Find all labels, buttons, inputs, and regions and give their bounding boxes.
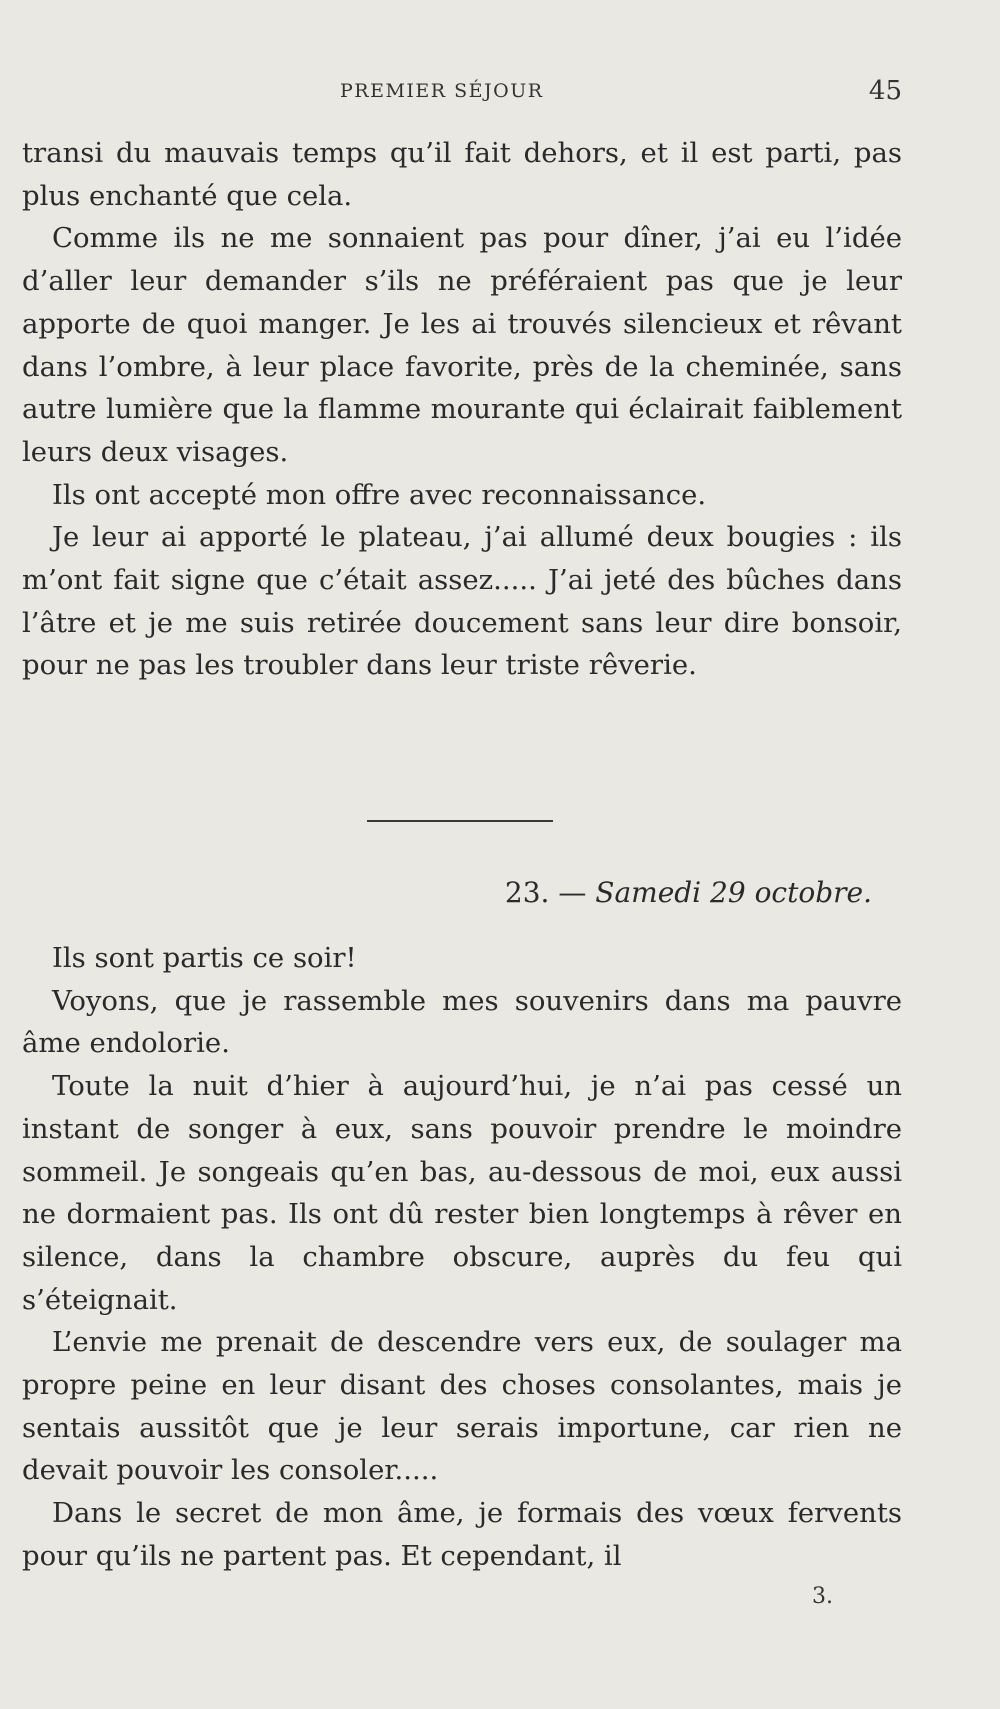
paragraph: Ils ont accepté mon offre avec reconnaissance.	[52, 478, 707, 511]
section-divider	[367, 820, 553, 822]
entry-date: Samedi 29 octobre.	[595, 876, 872, 909]
signature-mark: 3.	[812, 1584, 833, 1609]
paragraph: Je leur ai apporté le plateau, j’ai allumé deux bougies : ils m’ont fait signe que c’était assez..... J’ai jeté des bûches dans l’âtre et je me suis retirée doucement sans leur dire bonsoir, pour ne pas les troubler dans leur triste rêverie.	[22, 521, 902, 682]
entry-heading	[22, 876, 872, 909]
entry-dash: —	[558, 876, 587, 909]
running-title: PREMIER SÉJOUR	[340, 80, 544, 102]
paragraph: L’envie me prenait de descendre vers eux, de soulager ma propre peine en leur disant des choses consolantes, mais je sentais aussitôt que je leur serais importune, car rien ne devait pouvoir les consoler.....	[22, 1326, 902, 1487]
paragraph: Ils sont partis ce soir!	[52, 942, 357, 974]
entry-number: 23.	[504, 876, 550, 909]
paragraph: Toute la nuit d’hier à aujourd’hui, je n’ai pas cessé un instant de songer à eux, sans pouvoir prendre le moindre sommeil. Je songeais qu’en bas, au-dessous de moi, eux aussi ne dormaient pas. Ils ont dû rester bien longtemps à rêver en silence, dans la chambre obscure, auprès du feu qui s’éteignait.	[22, 1070, 902, 1316]
text-block-bottom	[22, 937, 902, 1578]
text-block-top	[22, 132, 902, 687]
page-number: 45	[868, 76, 902, 106]
running-head	[22, 76, 902, 116]
paragraph: Comme ils ne me sonnaient pas pour dîner, j’ai eu l’idée d’aller leur demander s’ils ne préféraient pas que je leur apporte de quoi manger. Je les ai trouvés silencieux et rêvant dans l’ombre, à leur place favorite, près de la cheminée, sans autre lumière que la flamme mourante qui éclairait faiblement leurs deux visages.	[22, 222, 902, 468]
paragraph: Dans le secret de mon âme, je formais des vœux fervents pour qu’ils ne partent pas. Et cependant, il	[22, 1497, 902, 1572]
paragraph: Voyons, que je rassemble mes souvenirs dans ma pauvre âme endolorie.	[22, 984, 902, 1060]
paragraph: transi du mauvais temps qu’il fait dehors, et il est parti, pas plus enchanté que cela.	[22, 137, 902, 212]
